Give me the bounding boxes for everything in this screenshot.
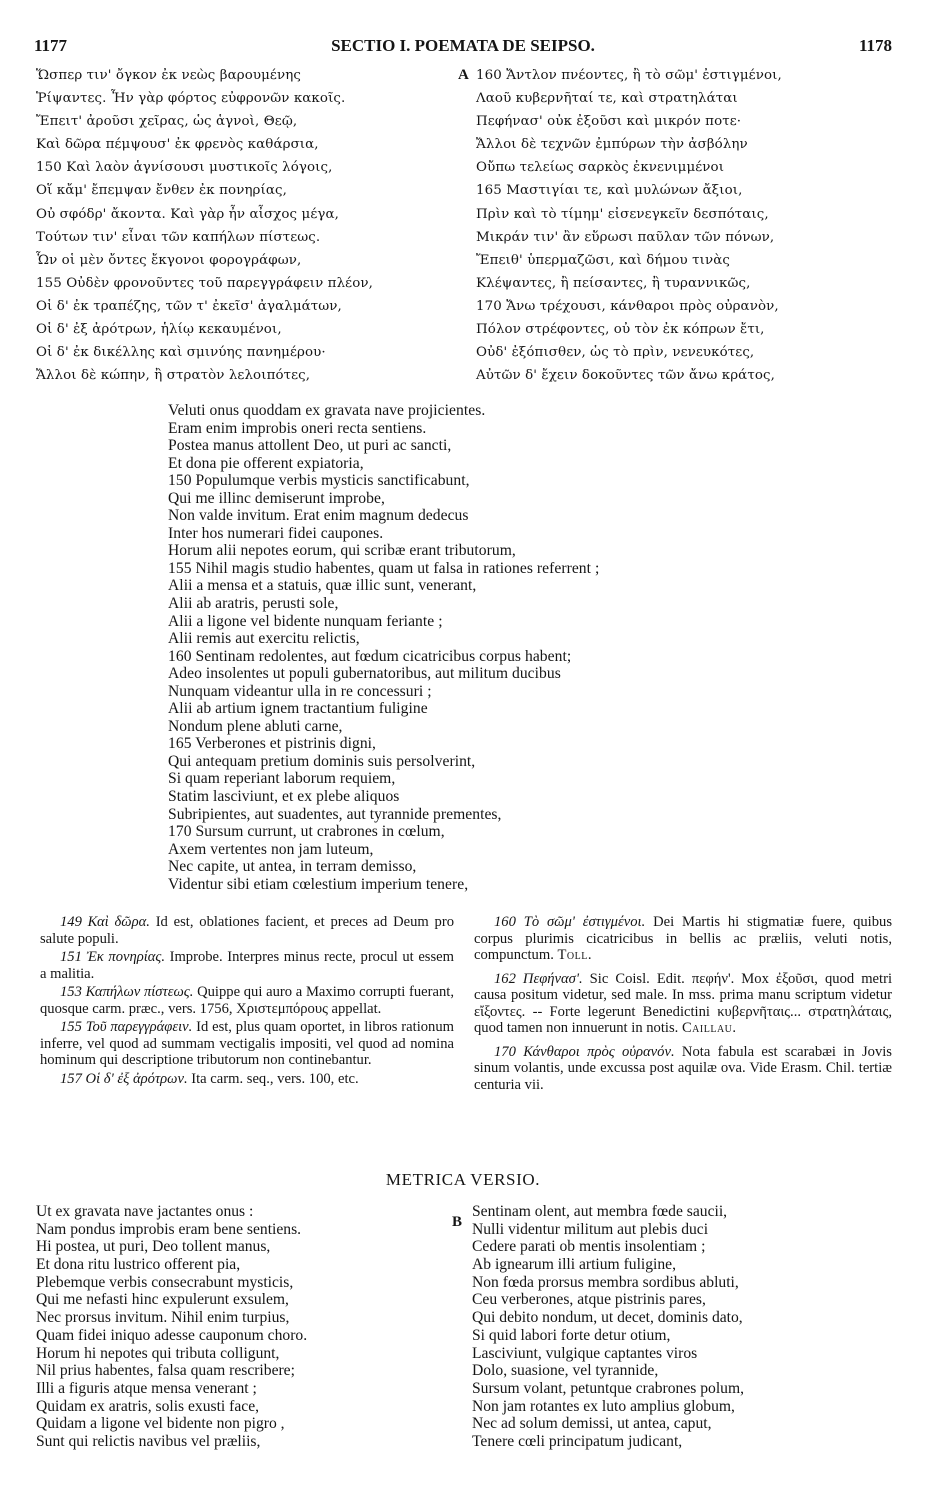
metrical-line: Sentinam olent, aut membra fœde saucii, [472, 1203, 728, 1220]
metrical-line: Plebemque verbis consecrabunt mysticis, [36, 1273, 294, 1291]
greek-line: Ἔπειθ' ὑπερμαζῶσι, καὶ δήμου τινὰς [476, 252, 730, 268]
page-number-left: 1177 [34, 36, 68, 55]
column-marker-b: B [452, 1214, 463, 1230]
latin-line: Non valde invitum. Erat enim magnum dedecus [168, 507, 469, 525]
latin-line: Nec capite, ut antea, in terram demisso, [168, 858, 417, 876]
running-title: SECTIO I. POEMATA DE SEIPSO. [331, 36, 595, 55]
footnote-text: Ita carm. seq., vers. 100, etc. [191, 1070, 359, 1087]
greek-line: Ὧν οἱ μὲν ὄντες ἔκγονοι φορογράφων, [36, 252, 302, 268]
footnote-signature: Toll. [557, 947, 593, 963]
footnote-text: Quippe qui auro a Maximo corrupti fuerant, quosque carm. præc., vers. 1756, Χριστεμπόρους appellat. [40, 984, 454, 1017]
footnote [40, 949, 454, 982]
metrical-line: Qui me nefasti hinc expulerunt exsulem, [36, 1291, 289, 1309]
footnote-signature: Caillau. [681, 1020, 737, 1036]
metrical-line: Hi postea, ut puri, Deo tollent manus, [36, 1238, 271, 1256]
latin-line: Horum alii nepotes eorum, qui scribæ erant tributorum, [168, 542, 516, 560]
metrical-line: Quidam ex aratris, solis exusti face, [36, 1397, 260, 1415]
latin-line: Statim lasciviunt, et ex plebe aliquos [168, 788, 400, 806]
latin-line: 160 Sentinam redolentes, aut fœdum cicatricibus corpus habent; [168, 647, 572, 665]
greek-line: Οἱ δ' ἐκ τραπέζης, τῶν τ' ἐκεῖσ' ἀγαλμάτων, [36, 298, 342, 314]
latin-line: Axem vertentes non jam luteum, [168, 840, 374, 858]
metrical-line: Dolo, suasione, vel tyrannide, [472, 1362, 659, 1380]
page-number-right: 1178 [858, 36, 892, 55]
greek-line: 160 Ἄντλον πνέοντες, ἢ τὸ σῶμ' ἐστιγμένοι, [476, 68, 782, 83]
greek-line: Οἱ δ' ἐξ ἀρότρων, ἡλίῳ κεκαυμένοι, [36, 322, 282, 338]
greek-line: Λαοῦ κυβερνῆταί τε, καὶ στρατηλάται [476, 91, 738, 107]
latin-line: Adeo insolentes ut populi gubernatoribus, aut militum ducibus [168, 665, 561, 683]
latin-line: Subripientes, aut suadentes, aut tyrannide prementes, [168, 805, 502, 823]
latin-translation [168, 402, 868, 893]
footnote [40, 914, 454, 947]
latin-line: Nunquam videantur ulla in re concessuri ; [168, 682, 432, 700]
greek-line-first [458, 64, 898, 87]
greek-line: 155 Οὐδὲν φρονοῦντες τοῦ παρεγγράφειν πλέον, [36, 275, 373, 291]
footnote-lemma: 151 Ἐκ πονηρίας. [60, 949, 166, 965]
footnote [474, 1044, 892, 1094]
latin-line: Nondum plene abluti carne, [168, 717, 343, 735]
latin-line: 170 Sursum currunt, ut crabrones in cœlum, [168, 823, 445, 841]
metrical-line: Nulli videntur militum aut plebis duci [472, 1220, 709, 1238]
metrical-version-left-column [36, 1203, 436, 1451]
metrical-line: Lasciviunt, vulgique captantes viros [472, 1344, 698, 1362]
latin-line: Alii a mensa et a statuis, quæ illic sunt, venerant, [168, 577, 477, 595]
latin-line: Alii a ligone vel bidente nunquam feriante ; [168, 612, 443, 630]
footnote-text: Improbe. Interpres minus recte, procul ut essem a malitia. [40, 949, 454, 982]
metrical-line: Quam fidei iniquo adesse cauponum choro. [36, 1326, 308, 1344]
greek-text-left-column [36, 64, 456, 387]
greek-line: Πεφήνασ' οὐκ ἐξοῦσι καὶ μικρόν ποτε· [476, 114, 742, 130]
footnote-text: Nota fabula est scarabæi in Jovis sinum volantis, unde excussa post aquilæ ova. Vide Erasm. Chil. tertiæ centuria vii. [474, 1043, 892, 1093]
latin-line: Eram enim improbis oneri recta sentiens. [168, 419, 427, 437]
greek-line: Οἵ κἄμ' ἔπεμψαν ἔνθεν ἐκ πονηρίας, [36, 183, 287, 199]
metrical-line: Et dona ritu lustrico offerent pia, [36, 1256, 241, 1274]
greek-line: Πρὶν καὶ τὸ τίμημ' εἰσενεγκεῖν δεσπόταις, [476, 206, 769, 222]
latin-line: Postea manus attollent Deo, ut puri ac sancti, [168, 437, 452, 455]
greek-line: Ὥσπερ τιν' ὄγκον ἐκ νεὼς βαρουμένης [36, 68, 301, 83]
greek-line: Ἄλλοι δὲ κώπην, ἢ στρατὸν λελοιπότες, [36, 368, 311, 384]
metrical-line: Illi a figuris atque mensa venerant ; [36, 1379, 257, 1397]
greek-line: Ἄλλοι δὲ τεχνῶν ἐμπύρων τὴν ἀσβόλην [476, 137, 748, 153]
latin-line: Et dona pie offerent expiatoria, [168, 454, 364, 472]
metrical-line: Cedere parati ob mentis insolentiam ; [472, 1238, 706, 1256]
metrical-line: Ab ignearum illi artium fuligine, [472, 1256, 676, 1274]
latin-line: 150 Populumque verbis mysticis sanctificabunt, [168, 472, 470, 490]
greek-line: Τούτων τιν' εἶναι τῶν καπήλων πίστεως. [36, 229, 321, 245]
footnote [474, 914, 892, 964]
greek-line: Οὔπω τελείως σαρκὸς ἐκνενιμμένοι [476, 160, 725, 176]
latin-line: Alii ab artium ignem tractantium fuligine [168, 700, 428, 718]
footnote [40, 1019, 454, 1069]
metrical-line: Non fœda prorsus membra sordibus abluti, [472, 1273, 739, 1291]
metrical-line: Tenere cœli principatum judicant, [472, 1432, 683, 1450]
greek-line: Οὐ σφόδρ' ἄκοντα. Καὶ γὰρ ἦν αἶσχος μέγα, [36, 206, 339, 222]
running-header [34, 36, 892, 58]
greek-line: 165 Μαστιγίαι τε, καὶ μυλώνων ἄξιοι, [476, 183, 743, 199]
metrical-line: Quidam a ligone vel bidente non pigro , [36, 1415, 285, 1433]
greek-line: Μικράν τιν' ἂν εὕρωσι παῦλαν τῶν πόνων, [476, 229, 775, 245]
footnote-lemma: 170 Κάνθαροι πρὸς οὐρανόν. [494, 1043, 675, 1060]
metrical-line: Nec prorsus invitum. Nihil enim turpius, [36, 1309, 290, 1327]
footnote-text: Dei Martis hi stigmatiæ fuere, quibus corpus plurimis cicatricibus in bellis ac præliis, veluti notis, compunctum. [474, 914, 892, 963]
greek-line: Οἱ δ' ἐκ δικέλλης καὶ σμινύης πανημέρου· [36, 345, 326, 361]
footnote [40, 1071, 454, 1088]
metrical-line: Sunt qui relictis navibus vel præliis, [36, 1432, 261, 1450]
footnote-lemma: 155 Τοῦ παρεγγράφειν. [60, 1019, 193, 1035]
metrical-line: Ceu verberones, atque pistrinis pares, [472, 1291, 706, 1309]
latin-line: Alii ab aratris, perusti sole, [168, 595, 339, 613]
latin-line: 165 Verberones et pistrinis digni, [168, 735, 377, 753]
latin-line: Qui me illinc demiserunt improbe, [168, 489, 385, 507]
metrical-line: Nil prius habentes, falsa quam rescribere; [36, 1362, 295, 1380]
footnote-text: Id est, plus quam oportet, in libros rationum inferre, vel quod ad summam vectigalis impositi, vel quod ad nomina hominum qui descriptione tributorum non continebantur. [40, 1019, 454, 1068]
metrical-line: Non jam rotantes ex luto amplius globum, [472, 1397, 735, 1415]
footnote-lemma: 160 Τὸ σῶμ' ἐστιγμένοι. [494, 914, 646, 930]
column-marker-a: A [458, 67, 469, 83]
metrical-version-right-column [472, 1203, 892, 1451]
latin-line: Inter hos numerari fidei caupones. [168, 524, 384, 542]
footnote [40, 984, 454, 1017]
footnotes-left-column [40, 914, 454, 1089]
metrical-line: Horum hi nepotes qui tributa colligunt, [36, 1344, 280, 1362]
footnote-lemma: 149 Καὶ δῶρα. [60, 914, 150, 930]
footnotes-right-column [474, 914, 892, 1100]
greek-line: Αὐτῶν δ' ἔχειν δοκοῦντες τῶν ἄνω κράτος, [476, 368, 775, 384]
greek-line: Πόλον στρέφοντες, οὐ τὸν ἐκ κόπρων ἔτι, [476, 322, 765, 338]
greek-line: Κλέψαντες, ἢ πείσαντες, ἢ τυραννικῶς, [476, 275, 751, 291]
footnote-lemma: 162 Πεφήνασ'. [494, 970, 583, 987]
metrical-line: Nec ad solum demissi, ut antea, caput, [472, 1415, 712, 1433]
footnote [474, 971, 892, 1037]
latin-line: Veluti onus quoddam ex gravata nave projicientes. [168, 402, 486, 419]
greek-line: Καὶ δῶρα πέμψουσ' ἐκ φρενὸς καθάρσια, [36, 137, 319, 153]
metrical-line: Si quid labori forte detur otium, [472, 1326, 671, 1344]
latin-line: 155 Nihil magis studio habentes, quam ut falsa in rationes referrent ; [168, 559, 600, 577]
metrical-line: Sursum volant, petuntque crabrones polum, [472, 1379, 744, 1397]
footnote-text: Sic Coisl. Edit. πεφήν'. Mox ἐξοῦσι, quod metri causa positum videtur, sed male. In mss. prima manu scriptum videtur εἴξοντες. -- Forte legerunt Benedictini κυβερνῆταις... στρατηλάταις, quod tamen non innuerunt in notis. [474, 970, 892, 1036]
footnote-lemma: 157 Οἱ δ' ἐξ ἀρότρων. [60, 1070, 188, 1087]
footnote-text: Id est, oblationes facient, et preces ad Deum pro salute populi. [40, 914, 454, 947]
metrical-line: Qui debito nondum, ut decet, dominis dato, [472, 1309, 743, 1327]
metrical-line: Nam pondus improbis eram bene sentiens. [36, 1220, 302, 1238]
latin-line: Alii remis aut exercitu relictis, [168, 630, 360, 648]
greek-line: 150 Καὶ λαὸν ἁγνίσουσι μυστικοῖς λόγοις, [36, 160, 333, 176]
latin-line: Qui antequam pretium dominis suis persolverint, [168, 752, 476, 770]
greek-line: 170 Ἄνω τρέχουσι, κάνθαροι πρὸς οὐρανὸν, [476, 298, 779, 314]
footnote-lemma: 153 Καπήλων πίστεως. [60, 984, 194, 1000]
metrica-versio-heading: METRICA VERSIO. [385, 1170, 541, 1189]
greek-line: Οὐδ' ἐξόπισθεν, ὡς τὸ πρὶν, νενευκότες, [476, 345, 755, 361]
metrical-line: Ut ex gravata nave jactantes onus : [36, 1203, 254, 1220]
greek-text-right-column [458, 64, 898, 387]
latin-line: Videntur sibi etiam cœlestium imperium tenere, [168, 875, 469, 893]
greek-line: Ῥίψαντες. Ἦν γὰρ φόρτος εὐφρονῶν κακοῖς. [36, 91, 346, 107]
greek-line: Ἔπειτ' ἀροῦσι χεῖρας, ὡς ἁγνοὶ, Θεῷ, [36, 114, 298, 130]
latin-line: Si quam reperiant laborum requiem, [168, 770, 396, 788]
